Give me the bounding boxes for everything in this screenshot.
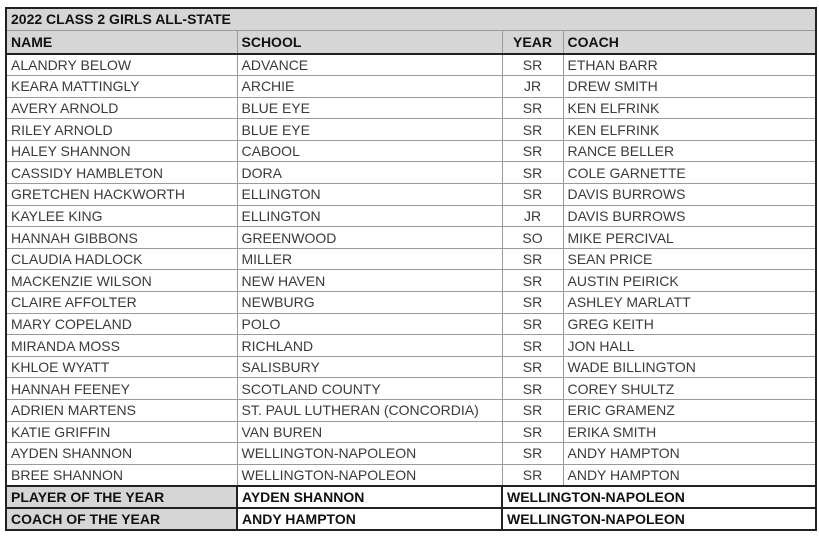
cell-year: SR xyxy=(502,292,563,314)
cell-school: WELLINGTON-NAPOLEON xyxy=(237,443,502,465)
cell-year: SR xyxy=(502,335,563,357)
table-row xyxy=(6,378,816,400)
cell-name: HANNAH FEENEY xyxy=(6,378,237,400)
cell-school: DORA xyxy=(237,162,502,184)
cell-name: MARY COPELAND xyxy=(6,313,237,335)
table-row xyxy=(6,76,816,98)
table-row xyxy=(6,421,816,443)
cell-school: ST. PAUL LUTHERAN (CONCORDIA) xyxy=(237,400,502,422)
cell-school: RICHLAND xyxy=(237,335,502,357)
award-winner: ANDY HAMPTON xyxy=(237,508,502,530)
cell-school: SCOTLAND COUNTY xyxy=(237,378,502,400)
cell-year: SR xyxy=(502,378,563,400)
award-label: PLAYER OF THE YEAR xyxy=(6,486,237,508)
cell-coach: ANDY HAMPTON xyxy=(563,443,816,465)
cell-name: AVERY ARNOLD xyxy=(6,97,237,119)
cell-year: JR xyxy=(502,205,563,227)
cell-name: ALANDRY BELOW xyxy=(6,54,237,76)
cell-year: SR xyxy=(502,464,563,486)
cell-year: SR xyxy=(502,356,563,378)
cell-year: SO xyxy=(502,227,563,249)
cell-coach: RANCE BELLER xyxy=(563,140,816,162)
cell-name: BREE SHANNON xyxy=(6,464,237,486)
header-school: SCHOOL xyxy=(237,30,502,54)
cell-coach: ASHLEY MARLATT xyxy=(563,292,816,314)
cell-school: NEW HAVEN xyxy=(237,270,502,292)
cell-school: ARCHIE xyxy=(237,76,502,98)
cell-name: MIRANDA MOSS xyxy=(6,335,237,357)
cell-school: ELLINGTON xyxy=(237,184,502,206)
cell-year: SR xyxy=(502,400,563,422)
award-school: WELLINGTON-NAPOLEON xyxy=(502,508,816,530)
cell-coach: ERIC GRAMENZ xyxy=(563,400,816,422)
cell-school: BLUE EYE xyxy=(237,97,502,119)
cell-coach: DAVIS BURROWS xyxy=(563,184,816,206)
award-label: COACH OF THE YEAR xyxy=(6,508,237,530)
table-row xyxy=(6,356,816,378)
cell-name: KAYLEE KING xyxy=(6,205,237,227)
award-winner: AYDEN SHANNON xyxy=(237,486,502,508)
cell-name: HANNAH GIBBONS xyxy=(6,227,237,249)
cell-coach: COREY SHULTZ xyxy=(563,378,816,400)
cell-school: POLO xyxy=(237,313,502,335)
table-row xyxy=(6,119,816,141)
cell-school: BLUE EYE xyxy=(237,119,502,141)
cell-name: ADRIEN MARTENS xyxy=(6,400,237,422)
cell-year: SR xyxy=(502,184,563,206)
cell-school: ADVANCE xyxy=(237,54,502,76)
table-row xyxy=(6,248,816,270)
cell-name: KEARA MATTINGLY xyxy=(6,76,237,98)
table-row xyxy=(6,313,816,335)
cell-year: SR xyxy=(502,443,563,465)
award-row xyxy=(6,486,816,508)
table-row xyxy=(6,162,816,184)
header-name: NAME xyxy=(6,30,237,54)
cell-year: SR xyxy=(502,313,563,335)
cell-school: SALISBURY xyxy=(237,356,502,378)
award-school: WELLINGTON-NAPOLEON xyxy=(502,486,816,508)
cell-year: SR xyxy=(502,162,563,184)
cell-name: CLAUDIA HADLOCK xyxy=(6,248,237,270)
all-state-table xyxy=(5,7,817,531)
cell-coach: COLE GARNETTE xyxy=(563,162,816,184)
cell-school: ELLINGTON xyxy=(237,205,502,227)
table-row xyxy=(6,97,816,119)
cell-year: SR xyxy=(502,421,563,443)
cell-year: SR xyxy=(502,140,563,162)
cell-year: JR xyxy=(502,76,563,98)
table-row xyxy=(6,270,816,292)
cell-name: GRETCHEN HACKWORTH xyxy=(6,184,237,206)
cell-name: MACKENZIE WILSON xyxy=(6,270,237,292)
cell-name: HALEY SHANNON xyxy=(6,140,237,162)
cell-school: MILLER xyxy=(237,248,502,270)
award-row xyxy=(6,508,816,530)
cell-school: CABOOL xyxy=(237,140,502,162)
cell-year: SR xyxy=(502,54,563,76)
table-row xyxy=(6,227,816,249)
cell-coach: ETHAN BARR xyxy=(563,54,816,76)
cell-coach: KEN ELFRINK xyxy=(563,119,816,141)
cell-coach: MIKE PERCIVAL xyxy=(563,227,816,249)
table-row xyxy=(6,140,816,162)
header-year: YEAR xyxy=(502,30,563,54)
cell-name: KHLOE WYATT xyxy=(6,356,237,378)
table-row xyxy=(6,443,816,465)
cell-coach: WADE BILLINGTON xyxy=(563,356,816,378)
cell-coach: ERIKA SMITH xyxy=(563,421,816,443)
cell-coach: KEN ELFRINK xyxy=(563,97,816,119)
cell-name: RILEY ARNOLD xyxy=(6,119,237,141)
cell-name: CASSIDY HAMBLETON xyxy=(6,162,237,184)
cell-coach: DREW SMITH xyxy=(563,76,816,98)
table-row xyxy=(6,400,816,422)
table-row xyxy=(6,335,816,357)
cell-school: NEWBURG xyxy=(237,292,502,314)
cell-year: SR xyxy=(502,270,563,292)
cell-name: CLAIRE AFFOLTER xyxy=(6,292,237,314)
table-row xyxy=(6,464,816,486)
cell-coach: JON HALL xyxy=(563,335,816,357)
cell-name: KATIE GRIFFIN xyxy=(6,421,237,443)
cell-coach: ANDY HAMPTON xyxy=(563,464,816,486)
cell-year: SR xyxy=(502,248,563,270)
cell-year: SR xyxy=(502,97,563,119)
cell-school: WELLINGTON-NAPOLEON xyxy=(237,464,502,486)
cell-coach: DAVIS BURROWS xyxy=(563,205,816,227)
cell-school: GREENWOOD xyxy=(237,227,502,249)
cell-year: SR xyxy=(502,119,563,141)
table-row xyxy=(6,292,816,314)
cell-coach: GREG KEITH xyxy=(563,313,816,335)
header-coach: COACH xyxy=(563,30,816,54)
cell-coach: AUSTIN PEIRICK xyxy=(563,270,816,292)
cell-coach: SEAN PRICE xyxy=(563,248,816,270)
title-row xyxy=(6,8,816,30)
table-body xyxy=(6,8,816,530)
cell-school: VAN BUREN xyxy=(237,421,502,443)
table-row xyxy=(6,205,816,227)
table-row xyxy=(6,184,816,206)
table-title: 2022 CLASS 2 GIRLS ALL-STATE xyxy=(6,8,816,30)
table-row xyxy=(6,54,816,76)
cell-name: AYDEN SHANNON xyxy=(6,443,237,465)
header-row xyxy=(6,30,816,54)
